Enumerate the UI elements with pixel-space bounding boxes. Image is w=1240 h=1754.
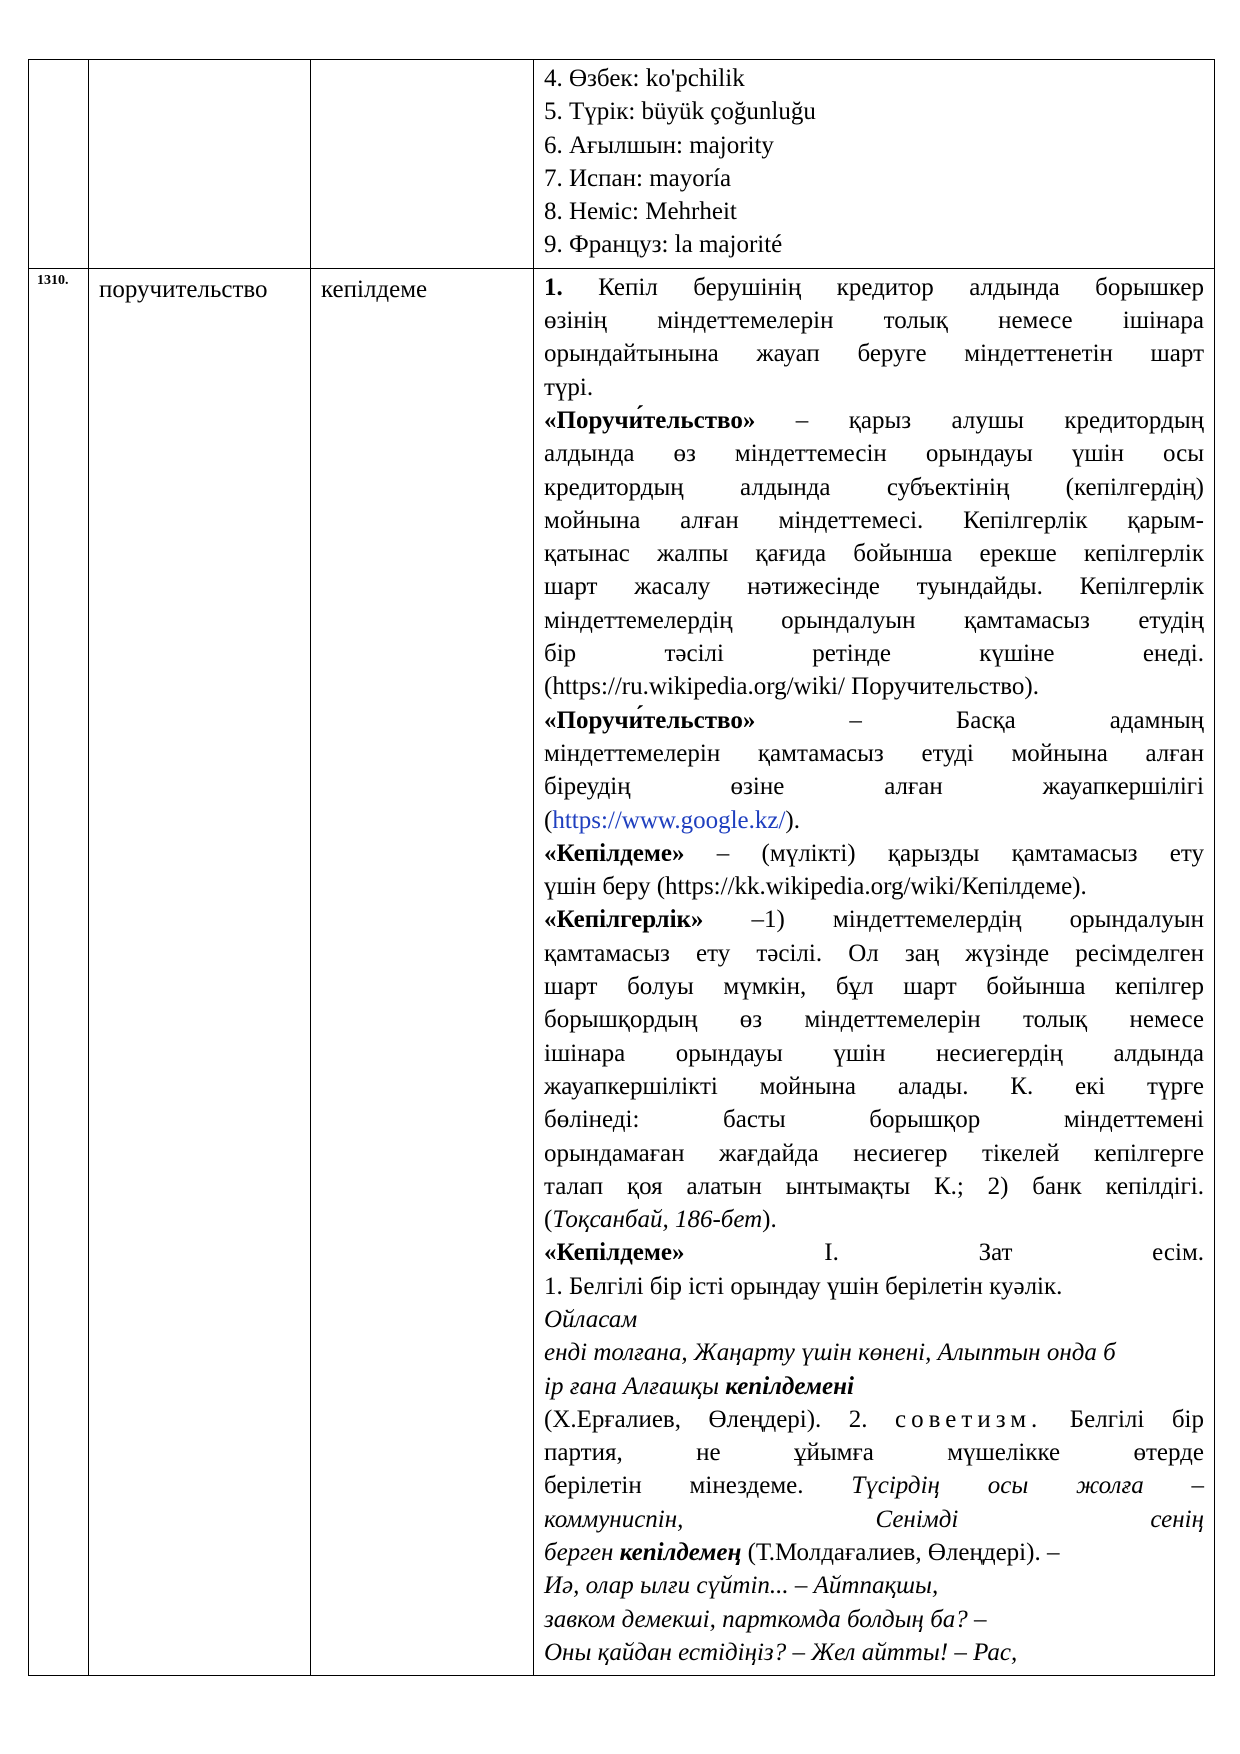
table-row-continuation: [29, 60, 1215, 269]
dictionary-table: [28, 59, 1215, 1676]
source-citation: (Тоқсанбай, 186-бет).: [544, 1206, 777, 1234]
quote-block-line: мойнына алған міндеттемесі. Кепілгерлік қарым-: [544, 506, 1204, 534]
quote-block-line: орындамаған жағдайда несиегер тікелей кепілгерге: [544, 1139, 1204, 1167]
translation-german: 8. Неміс: Mehrheit: [544, 198, 737, 226]
definition-cell: [534, 268, 1215, 1675]
quote-block-line: міндеттемелердің орындалуын қамтамасыз етудің: [544, 606, 1204, 634]
quote-block-line: талап қоя алатын ынтымақты К.; 2) банк кепілдігі.: [544, 1172, 1204, 1200]
quote-block-line: шарт болуы мүмкін, бұл шарт бойынша кепілгер: [544, 973, 1204, 1001]
russian-term: поручительство: [89, 268, 311, 1675]
term-heading: «Поручи́тельство»: [544, 706, 756, 734]
translation-french: 9. Француз: la majorité: [544, 231, 783, 259]
table-row-1310: [29, 268, 1215, 1675]
source-citation: (https://www.google.kz/).: [544, 806, 800, 834]
term-heading: «Поручи́тельство»: [544, 406, 756, 434]
quote-block-line: ішінара орындауы үшін несиегердің алдында: [544, 1039, 1204, 1067]
translation-uzbek: 4. Өзбек: ko'pchilik: [544, 65, 745, 92]
definition-line: өзінің міндеттемелерін толық немесе ішінара: [544, 307, 1204, 335]
literary-quote: енді толғана, Жаңарту үшін көнені, Алыптын онда б: [544, 1339, 1116, 1367]
literary-quote: Ойласам: [544, 1305, 638, 1333]
literary-quote: ір ғана Алғашқы кепілдемені: [544, 1372, 854, 1400]
translation-turkish: 5. Түрік: büyük çoğunluğu: [544, 98, 816, 126]
quote-block-line: бір тәсілі ретінде күшіне енеді.: [544, 640, 1204, 668]
definition-number: 1.: [544, 273, 563, 301]
number-cell: [29, 60, 89, 269]
definition-line: 1. Кепіл берушінің кредитор алдында борышкер: [544, 273, 1204, 301]
sense-line: партия, не ұйымға мүшелікке өтерде: [544, 1439, 1204, 1467]
quote-block-line: «Кепілдеме» I. Зат есім.: [544, 1239, 1205, 1267]
sense-line: берілетін мінездеме. Түсірдің осы жолға –: [544, 1472, 1204, 1500]
quote-block-line: міндеттемелерін қамтамасыз етуді мойнына алған: [544, 739, 1204, 767]
term-heading: «Кепілгерлік»: [544, 906, 704, 934]
kazakh-term: кепілдеме: [311, 268, 534, 1675]
quote-block-line: алдында өз міндеттемесін орындауы үшін осы: [544, 440, 1204, 468]
quote-block-line: «Поручи́тельство» – Басқа адамның: [544, 706, 1204, 734]
source-citation: (https://ru.wikipedia.org/wiki/ Поручительство).: [544, 673, 1039, 701]
term-heading: «Кепілдеме»: [544, 1239, 685, 1267]
literary-quote: Оны қайдан естідіңіз? – Жел айтты! – Рас,: [544, 1638, 1018, 1666]
definition-line: орындайтынына жауап беруге міндеттенетін шарт: [544, 340, 1204, 368]
sense-line: (Х.Ерғалиев, Өлеңдері). 2. советизм. Белгілі бір: [544, 1405, 1204, 1433]
kazakh-term-cell: [311, 60, 534, 269]
quote-block-line: жауапкершілікті мойнына алады. К. екі түрге: [544, 1072, 1204, 1100]
sense-line: 1. Белгілі бір істі орындау үшін берілетін куәлік.: [544, 1272, 1063, 1300]
definition-line: түрі.: [544, 373, 594, 401]
quote-block-line: «Кепілдеме» – (мүлікті) қарызды қамтамасыз ету: [544, 839, 1204, 867]
translations-cell: [534, 60, 1215, 269]
quote-block-line: қатынас жалпы қағида бойынша ерекше кепілгерлік: [544, 540, 1204, 568]
quote-block-line: біреудің өзіне алған жауапкершілігі: [544, 773, 1204, 801]
entry-number: 1310.: [29, 268, 89, 1675]
term-heading: «Кепілдеме»: [544, 839, 685, 867]
quote-block-line: бөлінеді: басты борышқор міндеттемені: [544, 1106, 1204, 1134]
translation-english: 6. Ағылшын: majority: [544, 131, 774, 159]
russian-term-cell: [89, 60, 311, 269]
quote-block-line: шарт жасалу нәтижесінде туындайды. Кепілгерлік: [544, 573, 1204, 601]
google-link[interactable]: https://www.google.kz/: [552, 806, 786, 834]
quote-block-line: «Поручи́тельство» – қарыз алушы кредитордың: [544, 406, 1204, 434]
quote-block-line: кредитордың алдында субъектінің (кепілгердің): [544, 473, 1204, 501]
quote-block-line: борышқордың өз міндеттемелерін толық немесе: [544, 1006, 1204, 1034]
literary-quote: берген кепілдемең (Т.Молдағалиев, Өлеңдері). –: [544, 1539, 1060, 1567]
quote-block-line: «Кепілгерлік» –1) міндеттемелердің орындалуын: [544, 906, 1204, 934]
source-citation: үшін беру (https://kk.wikipedia.org/wiki/Кепілдеме).: [544, 873, 1087, 901]
quote-block-line: қамтамасыз ету тәсілі. Ол заң жүзінде ресімделген: [544, 939, 1204, 967]
literary-quote: коммуниспін, Сенімді сенің: [544, 1505, 1204, 1533]
literary-quote: завком демекші, парткомда болдың ба? –: [544, 1605, 987, 1633]
literary-quote: Иә, олар ылғи сүйтіп... – Айтпақшы,: [544, 1572, 939, 1600]
translation-spanish: 7. Испан: mayoría: [544, 164, 732, 192]
